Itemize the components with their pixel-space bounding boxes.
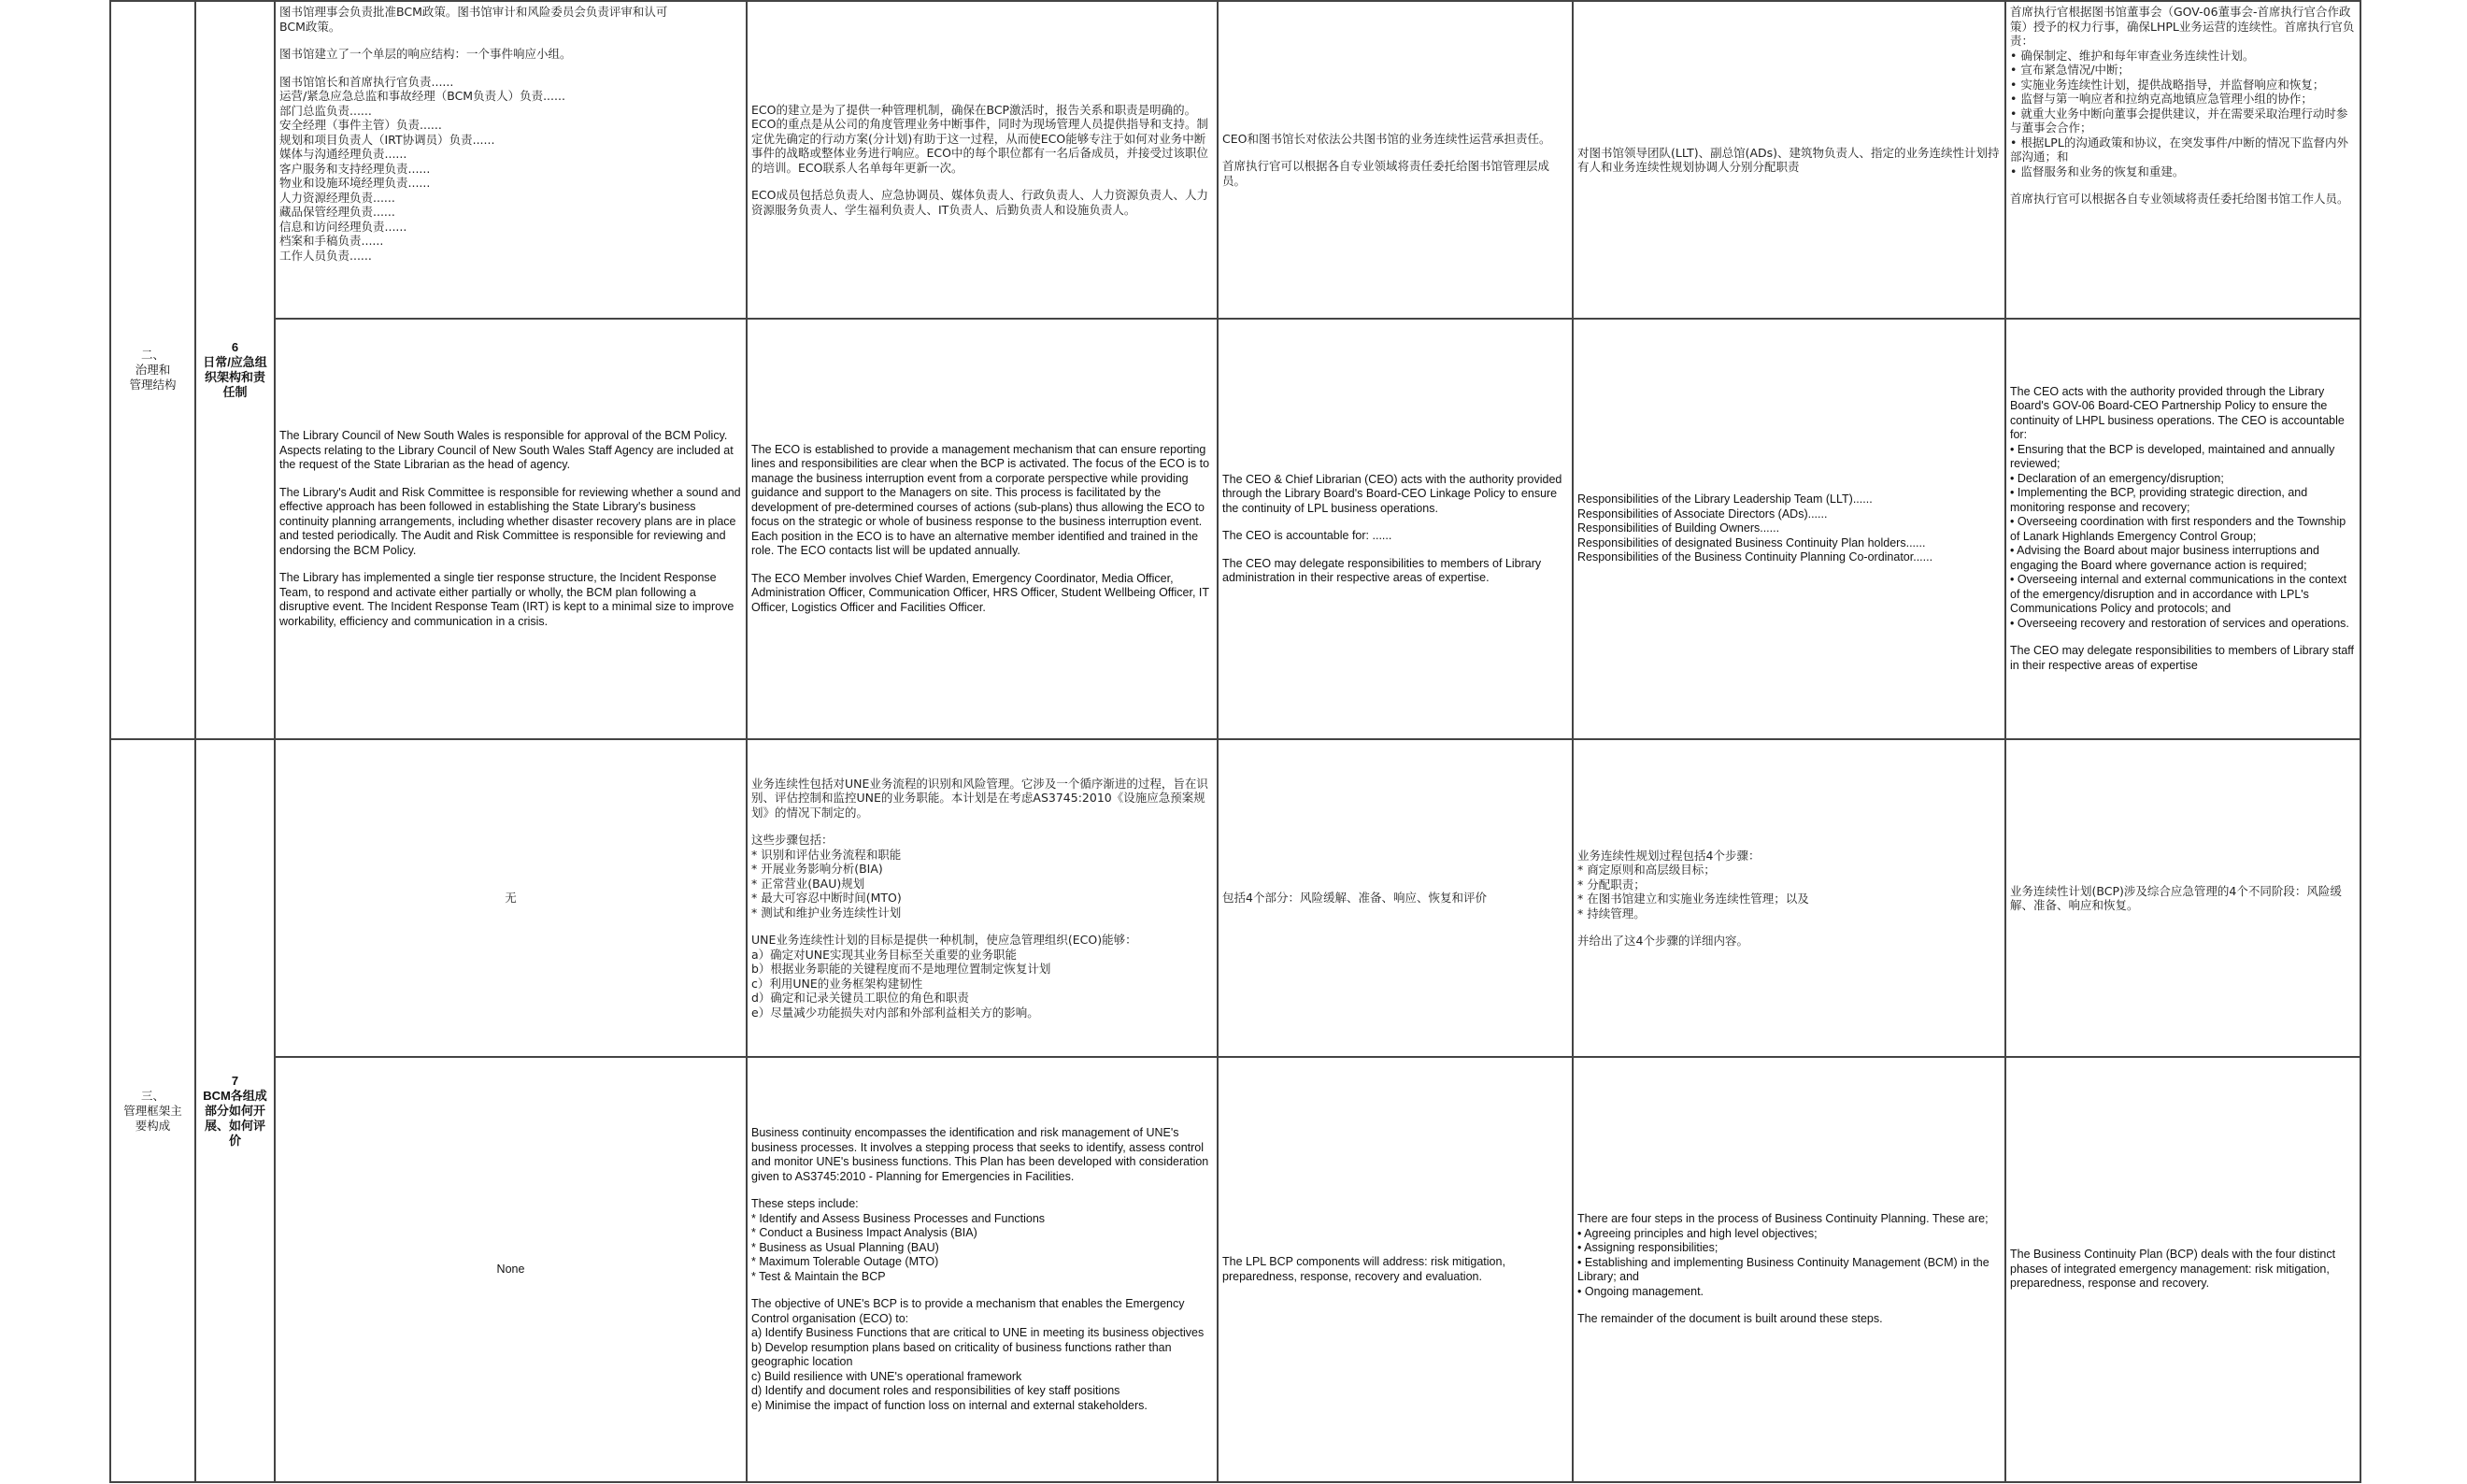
cell-text: The CEO & Chief Librarian (CEO) acts with the authority provided through the Library Board's Board-CEO Linkage Policy to ensure the continuity of LPL business operations.: [1222, 472, 1562, 515]
cell-7-en-3: [1218, 1057, 1573, 1482]
row-7-header-cell: [195, 739, 275, 1482]
cell-6-zh-4: [1573, 1, 2005, 319]
cell-text: The CEO acts with the authority provided through the Library Board's GOV-06 Board-CEO Partnership Policy to ensure the continuity of LHPL business operations. The CEO is accountable for: • Ensuring that the BCP is developed, maintained and annually reviewed; • Declaration of an emergency/disruption; • Implementing the BCP, providing strategic direction, and monitoring response and recovery; • Overseeing coordination with first responders and the Township of Lanark Highlands Emergency Control Group; • Advising the Board about major business interruptions and engaging the Board where governance action is required; • Overseeing internal and external communications in the context of the emergency/disruption and in accordance with LPL's Communications Policy and protocols; and • Overseeing recovery and restoration of services and operations.: [2010, 384, 2349, 630]
cell-text: The CEO may delegate responsibilities to members of Library administration in their respective areas of expertise.: [1222, 556, 1542, 584]
cell-text: 图书馆馆长和首席执行官负责...... 运营/紧急应急总监和事故经理（BCM负责人）负责...... 部门总监负责...... 安全经理（事件主管）负责...... 规划和项目负责人（IRT协调员）负责...... 媒体与沟通经理负责...... 客户服务和支持经理负责...... 物业和设施环境经理负责...... 人力资源经理负责...... 藏品保管经理负责...... 信息和访问经理负责...... 档案和手稿负责...... 工作人员负责......: [279, 74, 565, 263]
cell-text: 包括4个部分：风险缓解、准备、响应、恢复和评价: [1222, 891, 1487, 906]
cell-text: The Library Council of New South Wales is responsible for approval of the BCM Policy. Aspects relating to the Library Council of New South Wales Staff Agency are included at the request of the State Librarian as the head of agency.: [279, 429, 734, 471]
cell-7-en-2: [747, 1057, 1218, 1482]
row-6-zh: [110, 1, 2360, 319]
cell-text: 业务连续性规划过程包括4个步骤： * 商定原则和高层级目标； * 分配职责； * 在图书馆建立和实施业务连续性管理；以及 * 持续管理。: [1577, 848, 1809, 920]
section-2-label: 二、 治理和 管理结构: [129, 349, 177, 392]
cell-text: ECO成员包括总负责人、应急协调员、媒体负责人、行政负责人、人力资源负责人、人力资源服务负责人、学生福利负责人、IT负责人、后勤负责人和设施负责人。: [751, 188, 1208, 217]
row-6-en: [110, 319, 2360, 739]
row-6-title: 日常/应急组 织架构和责 任制: [203, 355, 267, 399]
cell-text: UNE业务连续性计划的目标是提供一种机制，使应急管理组织(ECO)能够： a）确定对UNE实现其业务目标至关重要的业务职能 b）根据业务职能的关键程度而不是地理位置制定恢复计划 c）利用UNE的业务框架构建韧性 d）确定和记录关键员工职位的角色和职责 e）尽量减少功能损失对内部和外部利益相关方的影响。: [751, 933, 1137, 1020]
cell-text: The CEO may delegate responsibilities to members of Library staff in their respective areas of expertise: [2010, 644, 2354, 672]
cell-6-zh-1: [275, 1, 747, 319]
cell-text: The ECO Member involves Chief Warden, Emergency Coordinator, Media Officer, Administration Officer, Communication Officer, HRS Officer, Student Wellbeing Officer, IT Officer, Logistics Officer and Facilities Officer.: [751, 571, 1209, 614]
cell-text: The Library has implemented a single tier response structure, the Incident Response Team, to respond and activate either partially or wholly, the BCM plan following a disruptive event. The Incident Response Team (IRT) is kept to a minimal size to improve workability, efficiency and communication in a crisis.: [279, 571, 734, 628]
cell-text: 业务连续性计划(BCP)涉及综合应急管理的4个不同阶段：风险缓解、准备、响应和恢复。: [2010, 883, 2342, 912]
cell-text: Business continuity encompasses the identification and risk management of UNE's business processes. It involves a stepping process that seeks to identify, assess control and monitor UNE's business functions. This Plan has been developed with consideration given to AS3745:2010 - Planning for Emergencies in Facilities.: [751, 1126, 1209, 1183]
cell-7-zh-5: [2005, 739, 2360, 1057]
row-6-number: 6: [231, 340, 239, 354]
cell-7-zh-3: [1218, 739, 1573, 1057]
cell-6-en-1: [275, 319, 747, 739]
cell-text: 图书馆理事会负责批准BCM政策。图书馆审计和风险委员会负责评审和认可 BCM政策。: [279, 5, 668, 34]
cell-6-zh-5: [2005, 1, 2360, 319]
cell-text: None: [496, 1262, 525, 1276]
cell-text: 业务连续性包括对UNE业务流程的识别和风险管理。它涉及一个循序渐进的过程，旨在识别、评估控制和监控UNE的业务职能。本计划是在考虑AS3745:2010《设施应急预案规划》的情况下制定的。: [751, 776, 1208, 820]
section-3-label: 三、 管理框架主 要构成: [123, 1089, 182, 1133]
row-7-title: BCM各组成 部分如何开 展、如何评 价: [203, 1088, 267, 1148]
cell-7-en-4: [1573, 1057, 2005, 1482]
cell-text: 首席执行官根据图书馆董事会（GOV-06董事会-首席执行官合作政策）授予的权力行事，确保LHPL业务运营的连续性。首席执行官负责： • 确保制定、维护和每年审查业务连续性计划。 • 宣布紧急情况/中断； • 实施业务连续性计划，提供战略指导，并监督响应和恢复； • 监督与第一响应者和拉纳克高地镇应急管理小组的协作； • 就重大业务中断向董事会提供建议，并在需要采取治理行动时参与董事会合作； • 根据LPL的沟通政策和协议，在突发事件/中断的情况下监督内外部沟通；和 • 监督服务和业务的恢复和重建。: [2010, 5, 2355, 178]
cell-7-en-1: [275, 1057, 747, 1482]
cell-6-zh-3: [1218, 1, 1573, 319]
cell-text: CEO和图书馆长对依法公共图书馆的业务连续性运营承担责任。: [1222, 131, 1551, 146]
cell-text: The Library's Audit and Risk Committee is responsible for reviewing whether a sound and effective approach has been followed in establishing the State Library's business continuity planning arrangements, including whether disaster recovery plans are in place and tested periodically. The Audit and Risk Committee is responsible for reviewing and endorsing the BCM Policy.: [279, 485, 741, 557]
cell-text: ECO的建立是为了提供一种管理机制，确保在BCP激活时，报告关系和职责是明确的。ECO的重点是从公司的角度管理业务中断事件，同时为现场管理人员提供指导和支持。制定优先确定的行动方案(分计划)有助于这一过程，从而使ECO能够专注于如何对业务中断事件的战略或整体业务进行响应。ECO中的每个职位都有一名后备成员，并接受过该职位的培训。ECO联系人名单每年更新一次。: [751, 102, 1208, 175]
row-7-number: 7: [231, 1073, 239, 1088]
row-6-header-cell: [195, 1, 275, 739]
cell-text: 图书馆建立了一个单层的响应结构：一个事件响应小组。: [279, 47, 572, 61]
cell-7-zh-2: [747, 739, 1218, 1057]
row-7-zh: [110, 739, 2360, 1057]
cell-text: The ECO is established to provide a management mechanism that can ensure reporting lines and responsibilities are clear when the BCP is activated. The focus of the ECO is to manage the business interruption event from a corporate perspective while providing guidance and support to the Managers on site. This process is facilitated by the development of pre-determined courses of actions (sub-plans) thus allowing the ECO to focus on the strategic or whole of business response to the business interruption event. Each position in the ECO is to have an alternative member identified and trained in the role. The ECO contacts list will be updated annually.: [751, 442, 1210, 558]
section-3-cell: [110, 739, 195, 1482]
cell-text: There are four steps in the process of Business Continuity Planning. These are; • Agreeing principles and high level objectives; • Assigning responsibilities; • Establishing and implementing Business Continuity Management (BCM) in the Library; and • Ongoing management.: [1577, 1212, 1989, 1298]
cell-text: 无: [505, 891, 517, 906]
cell-text: These steps include: * Identify and Assess Business Processes and Functions * Conduct a Business Impact Analysis (BIA) * Business as Usual Planning (BAU) * Maximum Tolerable Outage (MTO) * Test & Maintain the BCP: [751, 1197, 1046, 1283]
section-2-cell: [110, 1, 195, 739]
comparison-table: [109, 0, 2361, 1483]
cell-text: The LPL BCP components will address: risk mitigation, preparedness, response, recovery and evaluation.: [1222, 1255, 1505, 1283]
cell-text: The remainder of the document is built around these steps.: [1577, 1312, 1883, 1326]
cell-7-zh-4: [1573, 739, 2005, 1057]
cell-6-en-5: [2005, 319, 2360, 739]
cell-text: 首席执行官可以根据各自专业领域将责任委托给图书馆工作人员。: [2010, 192, 2349, 206]
cell-6-en-2: [747, 319, 1218, 739]
cell-7-zh-1: [275, 739, 747, 1057]
cell-text: 对图书馆领导团队(LLT)、副总馆(ADs)、建筑物负责人、指定的业务连续性计划持有人和业务连续性规划协调人分别分配职责: [1577, 145, 2000, 174]
cell-text: The objective of UNE's BCP is to provide a mechanism that enables the Emergency Control organisation (ECO) to: a) Identify Business Functions that are critical to UNE in meeting its business objectives b) Develop resumption plans based on criticality of business functions rather than geographic location c) Build resilience with UNE's operational framework d) Identify and document roles and responsibilities of key staff positions e) Minimise the impact of function loss on internal and external stakeholders.: [751, 1297, 1205, 1412]
cell-text: The Business Continuity Plan (BCP) deals with the four distinct phases of integrated emergency management: risk mitigation, preparedness, response and recovery.: [2010, 1248, 2336, 1291]
cell-text: The CEO is accountable for: ......: [1222, 529, 1392, 542]
cell-text: 首席执行官可以根据各自专业领域将责任委托给图书馆管理层成员。: [1222, 159, 1550, 188]
cell-text: 这些步骤包括： * 识别和评估业务流程和职能 * 开展业务影响分析(BIA) * 正常营业(BAU)规划 * 最大可容忍中断时间(MTO) * 测试和维护业务连续性计划: [751, 833, 902, 920]
cell-text: 并给出了这4个步骤的详细内容。: [1577, 934, 1748, 948]
cell-6-zh-2: [747, 1, 1218, 319]
cell-text: Responsibilities of the Library Leadership Team (LLT)...... Responsibilities of Associate Directors (ADs)...... Responsibilities of Building Owners...... Responsibilities of designated Business Continuity Plan holders...... Responsibilities of the Business Continuity Planning Co-ordinator......: [1577, 492, 1933, 564]
cell-6-en-3: [1218, 319, 1573, 739]
cell-6-en-4: [1573, 319, 2005, 739]
row-7-en: [110, 1057, 2360, 1482]
cell-7-en-5: [2005, 1057, 2360, 1482]
